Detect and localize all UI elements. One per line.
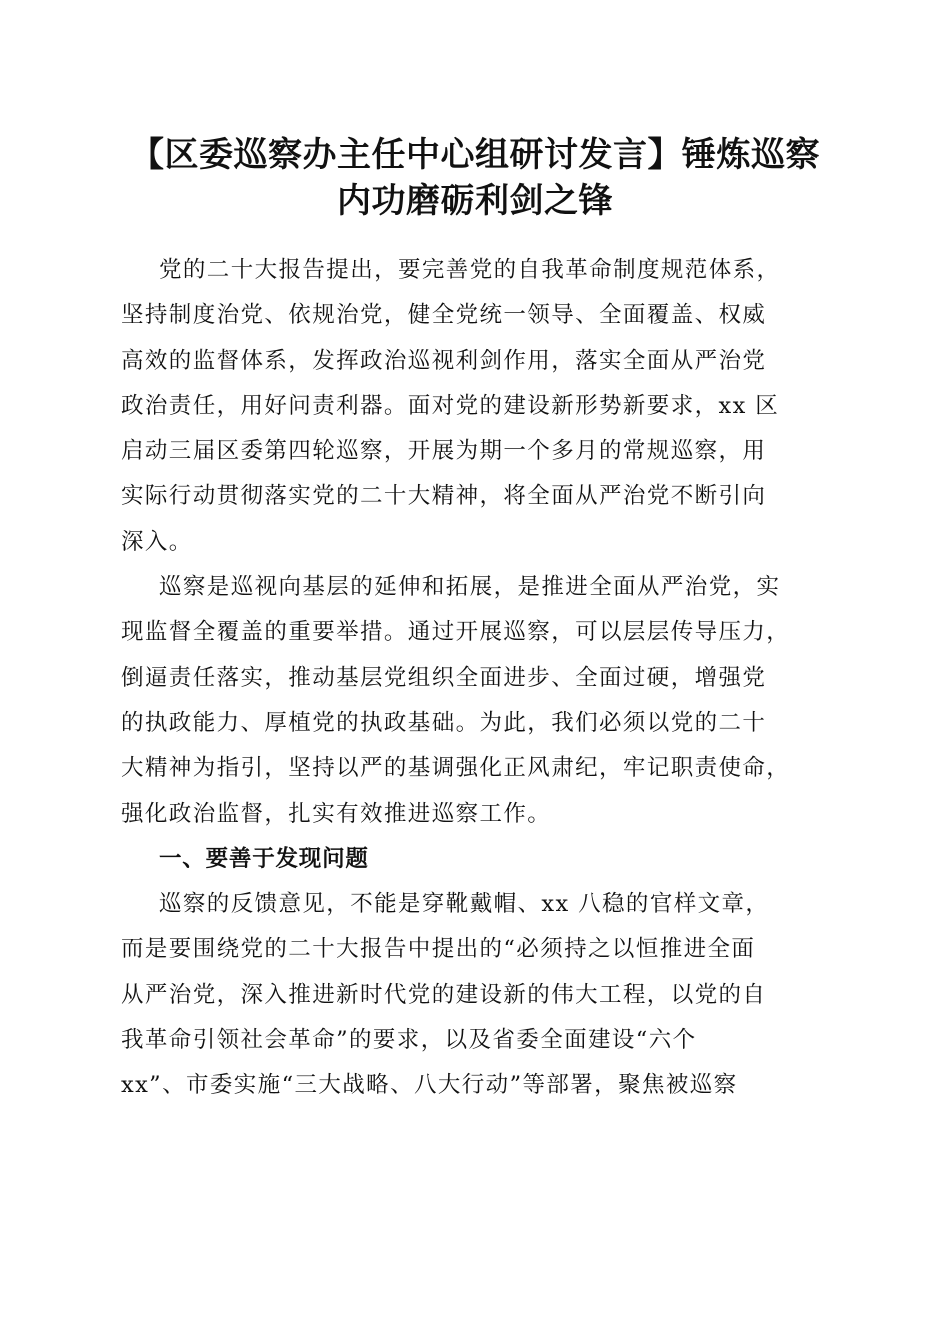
text-line: 巡察的反馈意见，不能是穿靴戴帽、xx 八稳的官样文章， — [159, 891, 770, 918]
text-line: 巡察是巡视向基层的延伸和拓展，是推进全面从严治党，实 — [159, 574, 781, 601]
text-line: 政治责任，用好问责利器。面对党的建设新形势新要求，xx 区 — [121, 392, 780, 419]
paragraph-1 — [121, 248, 836, 565]
document-body — [121, 248, 836, 1109]
title-line-2: 内功磨砺利剑之锋 — [337, 181, 613, 221]
text-line: 现监督全覆盖的重要举措。通过开展巡察，可以层层传导压力， — [121, 619, 791, 646]
text-line: 的执政能力、厚植党的执政基础。为此，我们必须以党的二十 — [121, 709, 767, 736]
text-line: 高效的监督体系，发挥政治巡视利剑作用，落实全面从严治党 — [121, 347, 767, 374]
text-line: 深入。 — [121, 528, 193, 555]
text-line: 倒逼责任落实，推动基层党组织全面进步、全面过硬，增强党 — [121, 664, 767, 691]
text-line: 启动三届区委第四轮巡察，开展为期一个多月的常规巡察，用 — [121, 438, 767, 465]
text-line: 坚持制度治党、依规治党，健全党统一领导、全面覆盖、权威 — [121, 302, 767, 329]
paragraph-3 — [121, 882, 836, 1108]
text-line: 党的二十大报告提出，要完善党的自我革命制度规范体系， — [159, 257, 781, 283]
title-line-1: 【区委巡察办主任中心组研讨发言】锤炼巡察 — [130, 135, 820, 175]
text-line: 我革命引领社会革命”的要求，以及省委全面建设“六个 — [121, 1027, 697, 1054]
text-line: 强化政治监督，扎实有效推进巡察工作。 — [121, 800, 552, 827]
section-heading-1 — [121, 837, 836, 882]
text-line: 大精神为指引，坚持以严的基调强化正风肃纪，牢记职责使命， — [121, 755, 791, 782]
text-line: 实际行动贯彻落实党的二十大精神，将全面从严治党不断引向 — [121, 483, 767, 510]
text-line: xx”、市委实施“三大战略、八大行动”等部署，聚焦被巡察 — [121, 1072, 738, 1099]
paragraph-2 — [121, 565, 836, 837]
text-line: 从严治党，深入推进新时代党的建设新的伟大工程，以党的自 — [121, 981, 767, 1008]
section-heading: 一、要善于发现问题 — [159, 845, 369, 872]
text-line: 而是要围绕党的二十大报告中提出的“必须持之以恒推进全面 — [121, 936, 756, 963]
document-title — [100, 132, 850, 224]
